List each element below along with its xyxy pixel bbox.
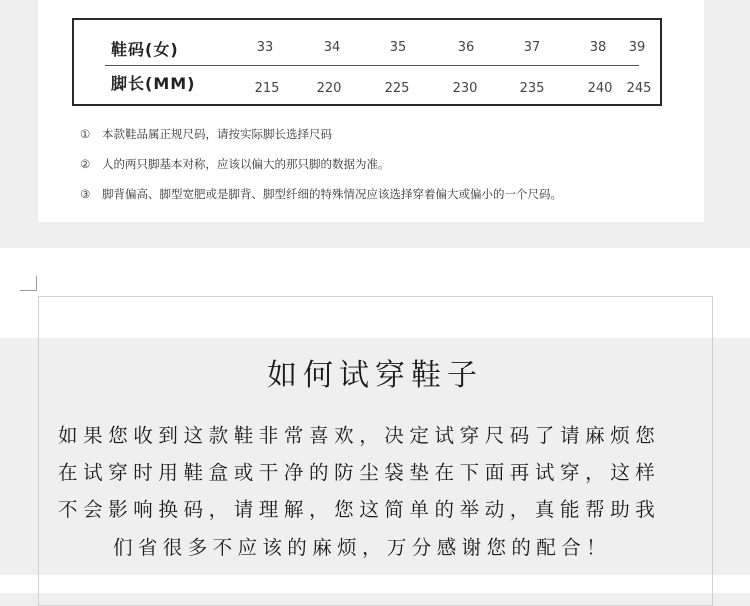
length-cell: 215	[254, 81, 280, 96]
length-cell: 225	[384, 81, 410, 96]
length-cell: 240	[587, 81, 613, 96]
length-cell: 245	[626, 81, 652, 96]
size-cell: 34	[323, 40, 341, 55]
note-marker: ①	[80, 127, 91, 141]
size-chart-table	[72, 18, 662, 106]
note-item	[80, 156, 390, 172]
shoe-size-label: 鞋码(女)	[111, 40, 179, 59]
foot-length-label: 脚长(MM)	[111, 74, 196, 93]
note-item	[80, 126, 332, 142]
try-on-text-line: 在试穿时用鞋盒或干净的防尘袋垫在下面再试穿，这样	[58, 461, 661, 484]
try-on-text-line: 如果您收到这款鞋非常喜欢，决定试穿尺码了请麻烦您	[58, 424, 661, 447]
note-text: 脚背偏高、脚型宽肥或是脚背、脚型纤细的特殊情况应该选择穿着偏大或偏小的一个尺码。	[102, 187, 562, 201]
size-cell: 37	[523, 40, 541, 55]
size-info-card	[38, 0, 704, 222]
length-cell: 235	[519, 81, 545, 96]
try-on-text-line: 不会影响换码，请理解，您这简单的举动，真能帮助我	[58, 498, 661, 521]
crop-mark	[20, 276, 37, 291]
size-cell: 36	[457, 40, 475, 55]
size-cell: 33	[256, 40, 274, 55]
note-text: 人的两只脚基本对称，应该以偏大的那只脚的数据为准。	[102, 157, 390, 171]
length-cell: 230	[452, 81, 478, 96]
table-divider	[105, 65, 639, 66]
length-cell: 220	[316, 81, 342, 96]
size-cell: 35	[389, 40, 407, 55]
try-on-text-line: 们省很多不应该的麻烦，万分感谢您的配合！	[113, 536, 612, 559]
note-item	[80, 186, 562, 202]
try-on-title: 如何试穿鞋子	[267, 358, 483, 393]
note-marker: ③	[80, 187, 91, 201]
size-cell: 39	[628, 40, 646, 55]
note-marker: ②	[80, 157, 91, 171]
size-cell: 38	[589, 40, 607, 55]
note-text: 本款鞋品属正规尺码，请按实际脚长选择尺码	[102, 127, 332, 141]
